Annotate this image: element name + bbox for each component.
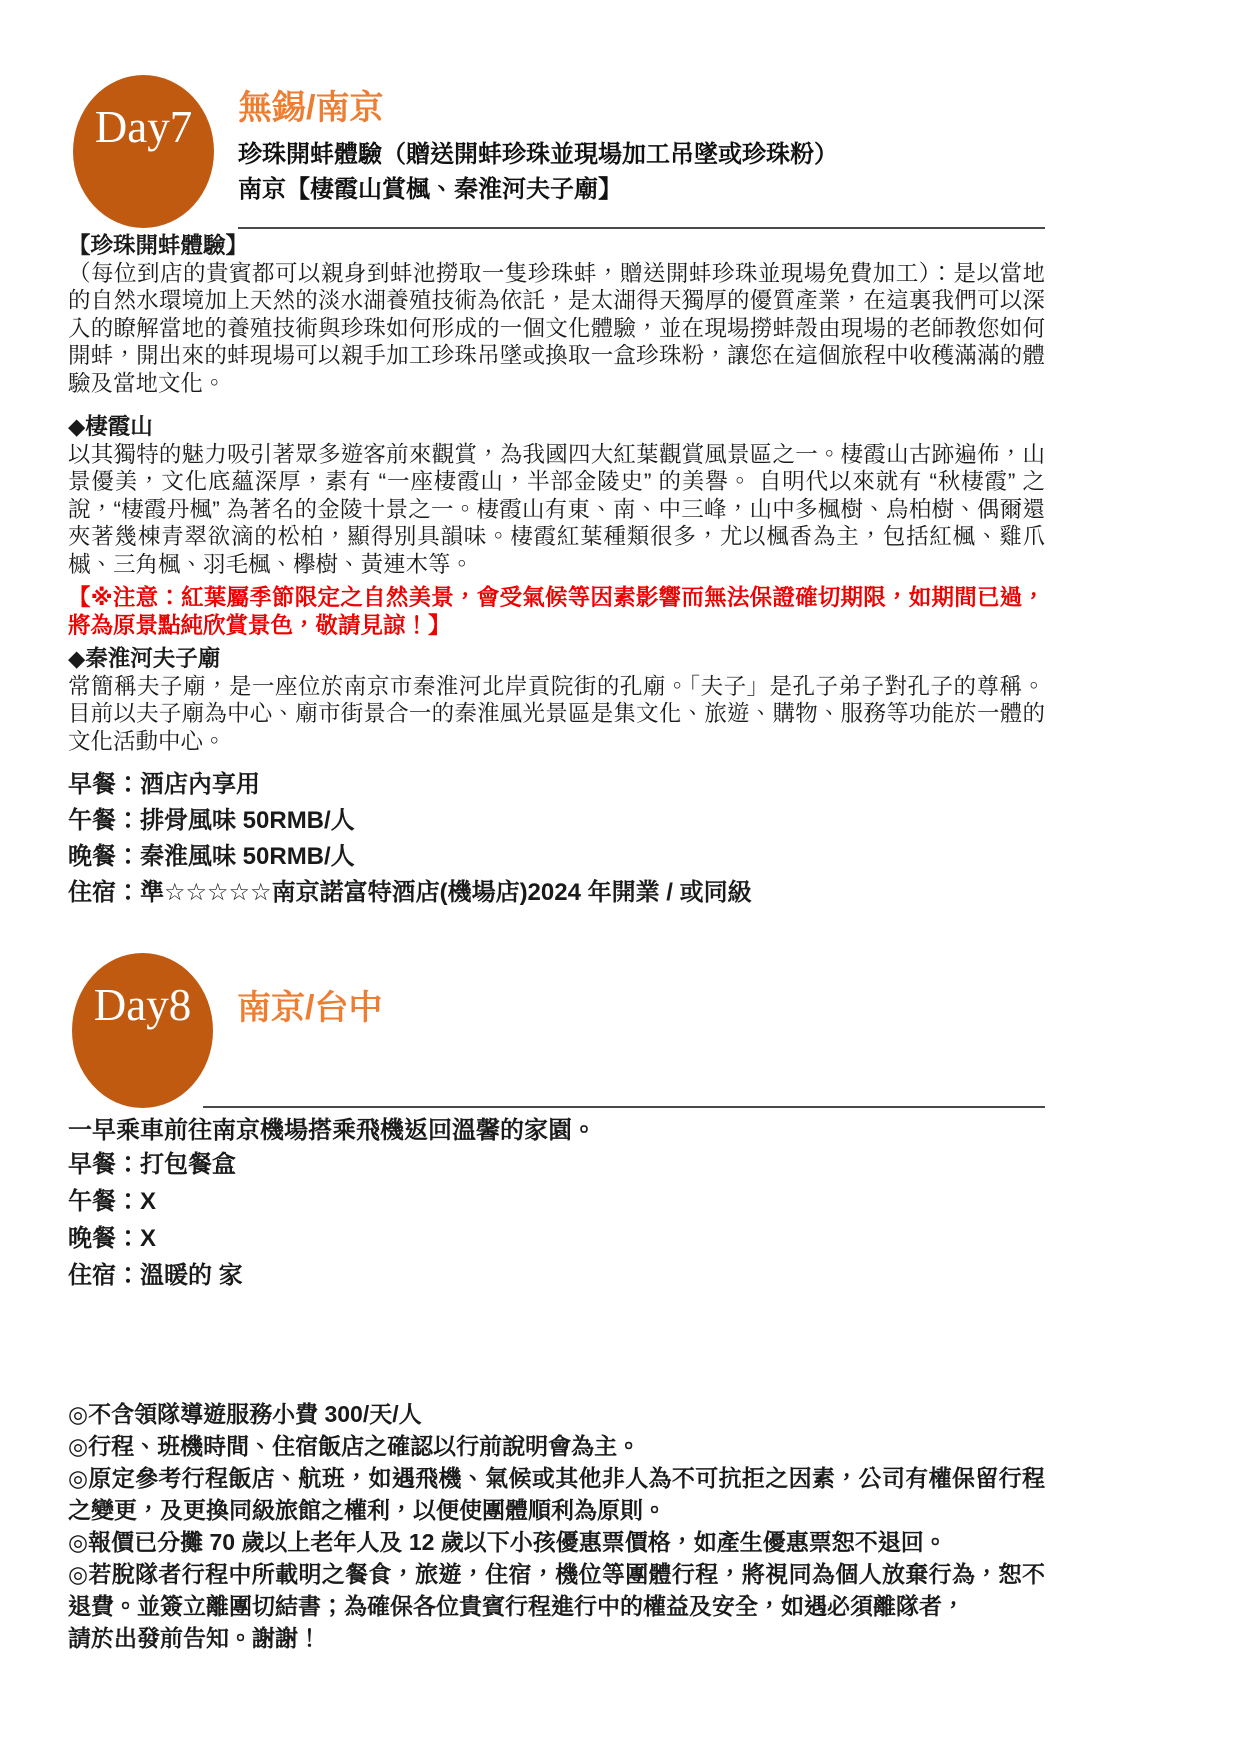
note-tip-fee: ◎不含領隊導遊服務小費 300/天/人 <box>68 1401 422 1427</box>
qixia-section-text: 以其獨特的魅力吸引著眾多遊客前來觀賞，為我國四大紅葉觀賞風景區之一。棲霞山古跡遍佈，山景優美，文化底蘊深厚，素有 “一座棲霞山，半部金陵史” 的美譽。 自明代以來就有 “秋棲霞” 之說，“棲霞丹楓” 為著名的金陵十景之一。棲霞山有東、南、中三峰，山中多楓樹、烏柏樹、偶爾還夾著幾棟青翠欲滴的松柏，顯得別具韻味。棲霞紅葉種類很多，尤以楓香為主，包括紅楓、雞爪槭、三角楓、羽毛楓、欅樹、黃連木等。 <box>68 441 1045 577</box>
day8-header-right <box>237 953 1045 1108</box>
day8-badge <box>72 953 213 1108</box>
day8-meal-list <box>68 1146 1045 1294</box>
day7-header-right <box>238 75 1045 229</box>
day7-content <box>68 232 1045 911</box>
pearl-section-text: （每位到店的貴賓都可以親身到蚌池撈取一隻珍珠蚌，贈送開蚌珍珠並現場免費加工）：是以當地的自然水環境加上天然的淡水湖養殖技術為依託，是太湖得天獨厚的優質產業，在這裏我們可以深入的瞭解當地的養殖技術與珍珠如何形成的一個文化體驗，並在現場撈蚌殼由現場的老師教您如何開蚌，開出來的蚌現場可以親手加工珍珠吊墜或換取一盒珍珠粉，讓您在這個旅程中收穫滿滿的體驗及當地文化。 <box>68 260 1045 396</box>
day8-description: 一早乘車前往南京機場搭乘飛機返回溫馨的家園。 <box>68 1117 596 1144</box>
tour-notes <box>68 1398 1045 1654</box>
qinhuai-section-heading: ◆秦淮河夫子廟 <box>68 646 221 671</box>
pearl-section-heading: 【珍珠開蚌體驗】 <box>68 233 249 258</box>
note-discount-ticket: ◎報價已分攤 70 歲以上老年人及 12 歲以下小孩優惠票價格，如產生優惠票恕不退回。 <box>68 1529 947 1555</box>
day8-dinner: 晚餐：X <box>68 1225 157 1252</box>
day7-meal-list <box>68 767 1045 911</box>
day7-route-title: 無錫/南京 <box>238 89 384 127</box>
day8-header <box>72 953 1045 1108</box>
qixia-section-heading: ◆棲霞山 <box>68 414 153 439</box>
day8-lunch: 午餐：X <box>68 1188 157 1215</box>
day7-subtitle-nanjing: 南京【棲霞山賞楓、秦淮河夫子廟】 <box>238 176 622 203</box>
day8-divider-line <box>203 1106 1045 1108</box>
red-notice-text: 【※注意：紅葉屬季節限定之自然美景，會受氣候等因素影響而無法保證確切期限，如期間已過，將為原景點純欣賞景色，敬請見諒！】 <box>68 585 1045 638</box>
day7-lunch: 午餐：排骨風味 50RMB/人 <box>68 807 355 834</box>
day8-breakfast: 早餐：打包餐盒 <box>68 1151 236 1178</box>
day7-badge <box>73 75 214 228</box>
qinhuai-section-text: 常簡稱夫子廟，是一座位於南京市秦淮河北岸貢院街的孔廟。「夫子」是孔子弟子對孔子的尊稱。 目前以夫子廟為中心、廟市街景合一的秦淮風光景區是集文化、旅遊、購物、服務等功能於一體的文化活動中心。 <box>68 673 1045 754</box>
day7-badge-label: Day7 <box>94 102 193 152</box>
day7-header <box>73 75 1045 229</box>
note-leaving-group: ◎若脫隊者行程中所載明之餐食，旅遊，住宿，機位等團體行程，將視同為個人放棄行為，恕不退費。並簽立離團切結書；為確保各位貴賓行程進行中的權益及安全，如遇必須離隊者， <box>68 1561 1045 1619</box>
note-confirmation: ◎行程、班機時間、住宿飯店之確認以行前說明會為主。 <box>68 1433 641 1459</box>
day8-hotel: 住宿：溫暖的 家 <box>68 1262 243 1289</box>
day7-dinner: 晚餐：秦淮風味 50RMB/人 <box>68 843 355 870</box>
day7-divider-line <box>238 227 1045 229</box>
day8-route-title: 南京/台中 <box>237 989 383 1027</box>
day8-content <box>68 1116 1045 1294</box>
note-notify-before-departure: 請於出發前告知。謝謝！ <box>68 1625 321 1651</box>
note-schedule-change: ◎原定參考行程飯店、航班，如遇飛機、氣候或其他非人為不可抗拒之因素，公司有權保留行程之變更，及更換同級旅館之權利，以便使團體順利為原則。 <box>68 1465 1045 1523</box>
day8-badge-label: Day8 <box>93 980 192 1030</box>
day7-subtitle-pearl: 珍珠開蚌體驗（贈送開蚌珍珠並現場加工吊墜或珍珠粉） <box>238 141 838 168</box>
day7-breakfast: 早餐：酒店內享用 <box>68 771 260 798</box>
day7-hotel: 住宿：準☆☆☆☆☆南京諾富特酒店(機場店)2024 年開業 / 或同級 <box>68 879 752 906</box>
